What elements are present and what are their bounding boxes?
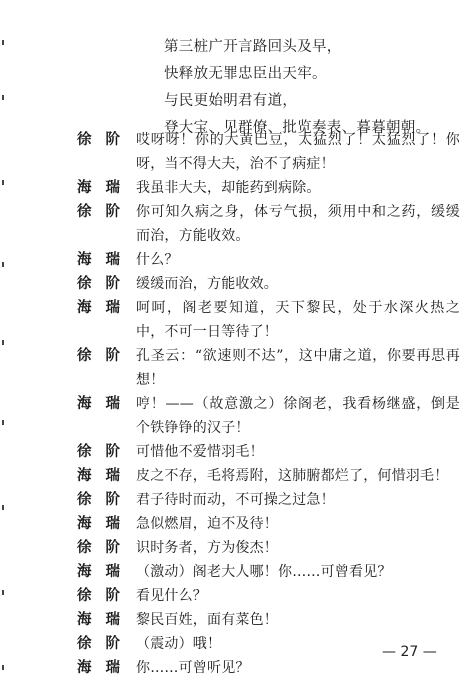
speaker-name: 徐阶 <box>77 539 134 556</box>
speech-text: 缓缓而治，方能收效。 <box>136 276 278 292</box>
speech-text: 哎呀呀！你的大黄巴豆，太猛烈了！太猛烈了！你呀，当不得大夫，治不了病症！ <box>136 132 460 172</box>
speaker-name: 海瑞 <box>77 659 134 676</box>
dialogue-line <box>0 584 476 608</box>
dialogue-line <box>0 560 476 584</box>
speaker-name: 徐阶 <box>77 203 134 220</box>
dialogue-line <box>0 464 476 488</box>
speaker-name: 海瑞 <box>77 179 134 196</box>
dialogue-line <box>0 440 476 464</box>
speaker-name: 徐阶 <box>77 347 134 364</box>
speaker-name: 海瑞 <box>77 395 134 412</box>
speaker-name: 海瑞 <box>77 563 134 580</box>
speaker-name: 海瑞 <box>77 251 134 268</box>
speech-text: 哼！——（故意激之）徐阁老，我看杨继盛，倒是个铁铮铮的汉子！ <box>136 396 460 436</box>
speaker-name: 海瑞 <box>77 467 134 484</box>
dialogue-line <box>0 248 476 272</box>
verse-line: 快释放无罪忠臣出天牢。 <box>164 66 327 82</box>
dialogue-line <box>0 344 476 392</box>
speech-text: 黎民百姓，面有菜色！ <box>136 612 278 628</box>
speaker-name: 徐阶 <box>77 635 134 652</box>
dialogue-line <box>0 488 476 512</box>
speaker-name: 徐阶 <box>77 131 134 148</box>
dialogue-line <box>0 128 476 176</box>
speech-text: 呵呵，阁老要知道，天下黎民，处于水深火热之中，不可一日等待了！ <box>136 300 460 340</box>
speaker-name: 徐阶 <box>77 587 134 604</box>
speaker-name: 海瑞 <box>77 611 134 628</box>
speech-text: 我虽非大夫，却能药到病除。 <box>136 180 321 196</box>
speech-text: （震动）哦！ <box>136 636 222 652</box>
verse-line: 登大宝、见群僚、批览奏表、暮暮朝朝。 <box>164 120 431 136</box>
dialogue-line <box>0 392 476 440</box>
speaker-name: 徐阶 <box>77 275 134 292</box>
verse-line: 与民更始明君有道， <box>164 93 298 109</box>
speaker-name: 徐阶 <box>77 443 134 460</box>
speech-text: 急似燃眉，迫不及待！ <box>136 516 278 532</box>
speech-text: 什么？ <box>136 252 179 268</box>
dialogue-line <box>0 512 476 536</box>
dialogue-line <box>0 608 476 632</box>
speech-text: 皮之不存，毛将焉附，这肺腑都烂了，何惜羽毛！ <box>136 468 449 484</box>
speech-text: 君子待时而动，不可操之过急！ <box>136 492 335 508</box>
speech-text: 识时务者，方为俊杰！ <box>136 540 278 556</box>
dialogue-line <box>0 200 476 248</box>
speaker-name: 徐阶 <box>77 491 134 508</box>
speaker-name: 海瑞 <box>77 299 134 316</box>
speech-text: （激动）阁老大人哪！你……可曾看见？ <box>136 564 392 580</box>
speech-text: 看见什么？ <box>136 588 207 604</box>
dialogue-block <box>0 128 476 680</box>
dialogue-line <box>0 176 476 200</box>
verse-block <box>164 34 430 142</box>
dialogue-line <box>0 296 476 344</box>
verse-line: 第三桩广开言路回头及早， <box>164 39 342 55</box>
speech-text: 可惜他不爱惜羽毛！ <box>136 444 264 460</box>
dialogue-line <box>0 272 476 296</box>
speech-text: 你……可曾听见？ <box>136 660 250 676</box>
page-number: — 27 — <box>382 644 437 660</box>
speaker-name: 海瑞 <box>77 515 134 532</box>
speech-text: 你可知久病之身，体亏气损，须用中和之药，缓缓而治，方能收效。 <box>136 204 460 244</box>
dialogue-line <box>0 536 476 560</box>
speech-text: 孔圣云：“欲速则不达”，这中庸之道，你要再思再想！ <box>136 348 460 388</box>
